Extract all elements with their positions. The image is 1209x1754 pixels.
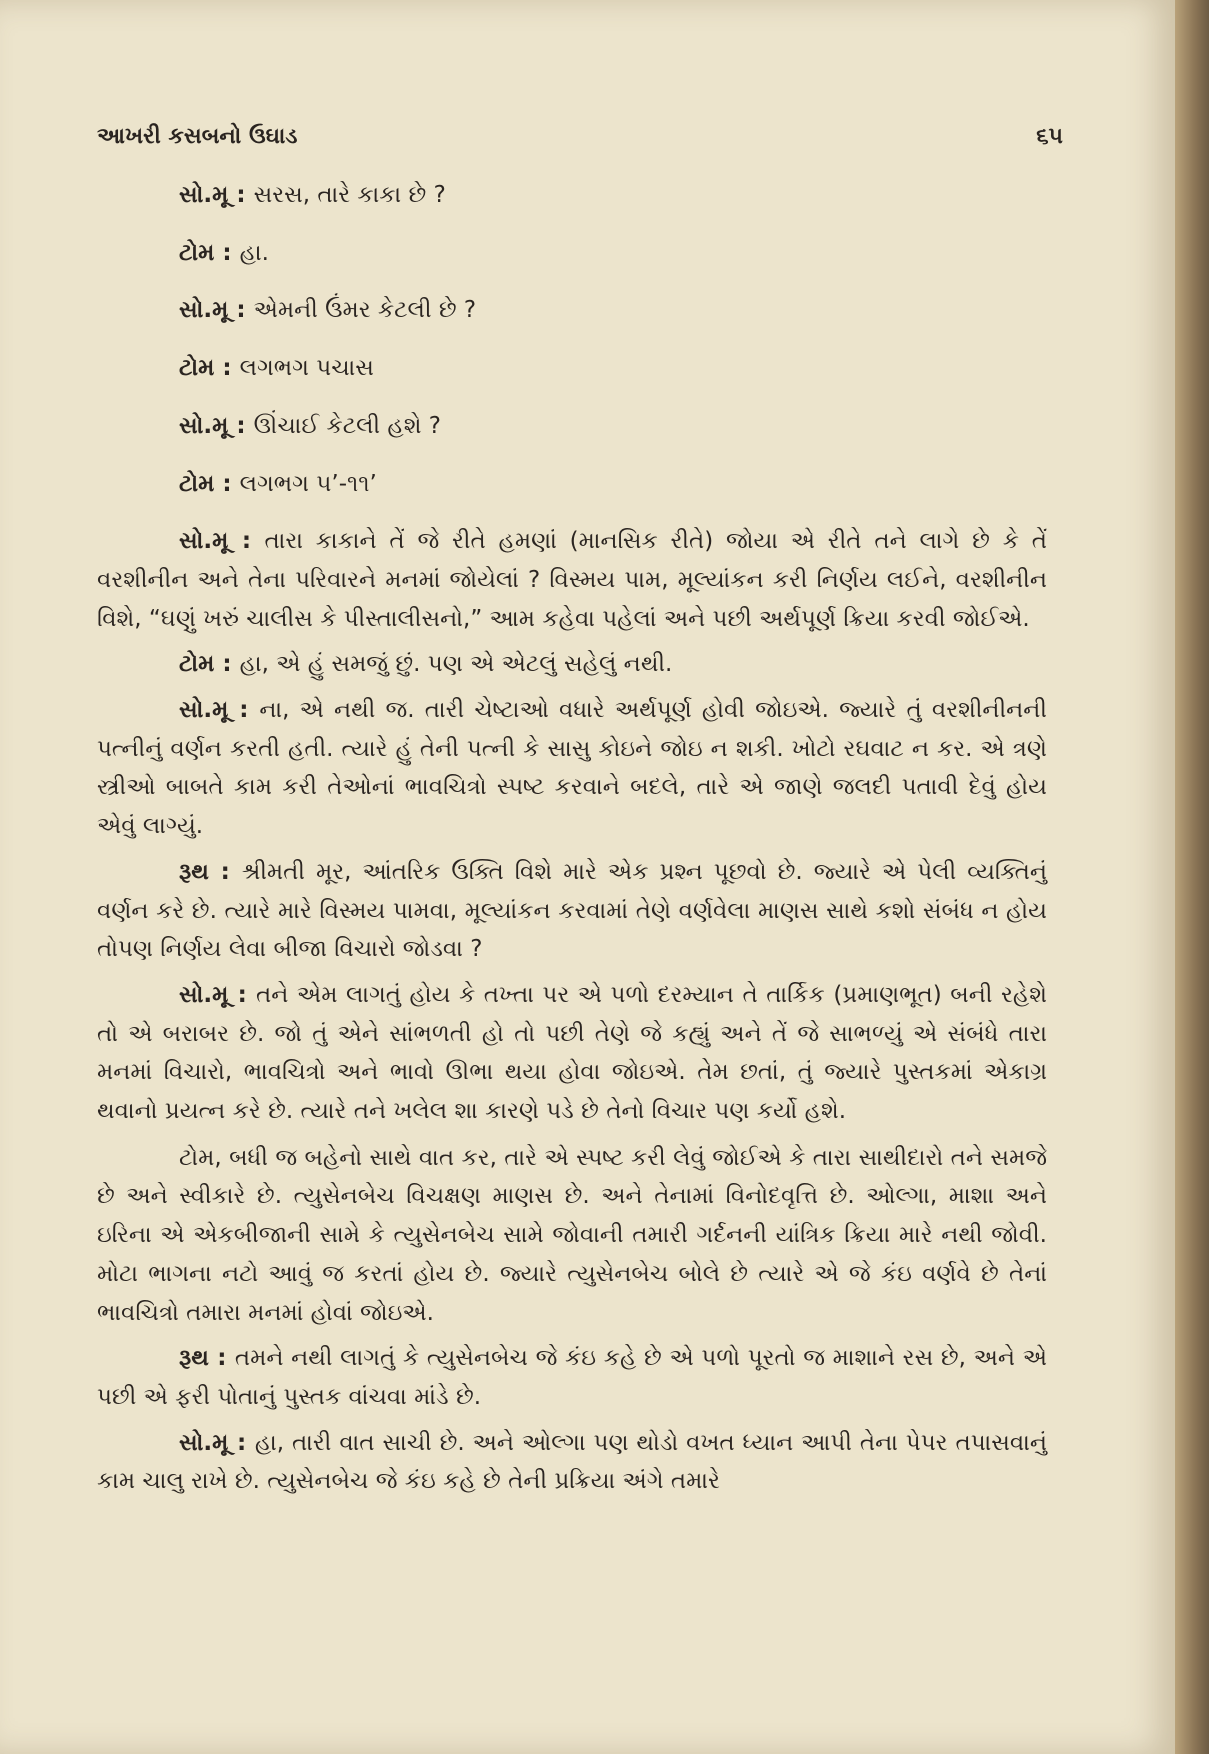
chapter-title: આખરી કસબનો ઉઘાડ: [97, 124, 298, 149]
speaker-name: સો.મૂ: [179, 528, 229, 555]
speaker-name: ટોમ: [179, 651, 215, 678]
dialogue-text: શ્રીમતી મૂર, આંતરિક ઉક્તિ વિશે મારે એક પ્રશ્ન પૂછવો છે. જ્યારે એ પેલી વ્યક્તિનું વર્ણન કરે છે. ત્યારે મારે વિસ્મય પામવા, મૂલ્યાંકન કરવામાં તેણે વર્ણવેલા માણસ સાથે કશો સંબંધ ન હોય તોપણ નિર્ણય લેવા બીજા વિચારો જોડવા ?: [97, 858, 1047, 963]
dialogue-text: ઊંચાઈ કેટલી હશે ?: [253, 412, 441, 439]
speaker-separator: :: [214, 239, 240, 266]
speaker-name: સો.મૂ: [179, 1429, 229, 1456]
dialogue-paragraph: [97, 691, 1047, 846]
running-header: [97, 124, 1063, 149]
dialogue-text: તને એમ લાગતું હોય કે તખ્તા પર એ પળો દરમ્યાન તે તાર્કિક (પ્રમાણભૂત) બની રહેશે તો એ બરાબર છે. જો તું એને સાંભળતી હો તો પછી તેણે જે કહ્યું અને તેં જે સાભળ્યું એ સંબંધે તારા મનમાં વિચારો, ભાવચિત્રો અને ભાવો ઊભા થયા હોવા જોઇએ. તેમ છતાં, તું જ્યારે પુસ્તકમાં એકાગ્ર થવાનો પ્રયત્ન કરે છે. ત્યારે તને ખલેલ શા કારણે પડે છે તેનો વિચાર પણ કર્યો હશે.: [97, 981, 1047, 1125]
dialogue-text: હા, એ હું સમજું છું. પણ એ એટલું સહેલું નથી.: [239, 651, 673, 678]
dialogue-paragraph: [97, 291, 1047, 330]
speaker-name: રૂથ: [179, 858, 209, 885]
speaker-separator: :: [228, 412, 254, 439]
narration-paragraph: [97, 1139, 1047, 1333]
dialogue-text: હા.: [239, 239, 269, 266]
dialogue-paragraph: [97, 522, 1047, 638]
dialogue-paragraph: [97, 645, 1047, 684]
speaker-separator: :: [214, 355, 240, 382]
dialogue-text: ના, એ નથી જ. તારી ચેષ્ટાઓ વધારે અર્થપૂર્ણ હોવી જોઇએ. જ્યારે તું વરશીનીનની પત્નીનું વર્ણન કરતી હતી. ત્યારે હું તેની પત્ની કે સાસુ કોઇને જોઇ ન શકી. ખોટો રઘવાટ ન કર. એ ત્રણે સ્ત્રીઓ બાબતે કામ કરી તેઓનાં ભાવચિત્રો સ્પષ્ટ કરવાને બદલે, તારે એ જાણે જલદી પતાવી દેવું હોય એવું લાગ્યું.: [97, 697, 1047, 840]
speaker-separator: :: [208, 858, 242, 885]
dialogue-paragraph: [97, 176, 1047, 215]
speaker-name: ટોમ: [179, 239, 215, 266]
dialogue-text: સરસ, તારે કાકા છે ?: [253, 182, 446, 208]
speaker-name: ટોમ: [179, 470, 215, 497]
speaker-name: ટોમ: [179, 355, 215, 382]
speaker-separator: :: [228, 1429, 255, 1456]
speaker-name: સો.મૂ: [179, 182, 229, 208]
book-edge: [1175, 0, 1209, 1754]
speaker-separator: :: [228, 182, 254, 208]
dialogue-text: લગભગ ૫’-૧૧’: [239, 470, 377, 497]
speaker-separator: :: [228, 297, 254, 324]
dialogue-paragraph: [97, 1339, 1047, 1416]
dialogue-text: એમની ઉંમર કેટલી છે ?: [253, 297, 477, 324]
speaker-separator: :: [214, 470, 240, 497]
dialogue-text: તમને નથી લાગતું કે ત્યુસેનબેચ જે કંઇ કહે છે એ પળો પૂરતો જ માશાને રસ છે, અને એ પછી એ ફરી પોતાનું પુસ્તક વાંચવા માંડે છે.: [97, 1345, 1047, 1410]
page-number: ૬૫: [1036, 124, 1063, 149]
dialogue-paragraph: [97, 853, 1047, 969]
dialogue-text: લગભગ પચાસ: [239, 355, 374, 382]
speaker-separator: :: [228, 697, 260, 724]
dialogue-paragraph: [97, 1424, 1047, 1501]
dialogue-text: તારા કાકાને તેં જે રીતે હમણાં (માનસિક રીતે) જોયા એ રીતે તને લાગે છે કે તેં વરશીનીન અને તેના પરિવારને મનમાં જોયેલાં ? વિસ્મય પામ, મૂલ્યાંકન કરી નિર્ણય લઈને, વરશીનીન વિશે, “ઘણું ખરું ચાલીસ કે પીસ્તાલીસનો,” આમ કહેવા પહેલાં અને પછી અર્થપૂર્ણ ક્રિયા કરવી જોઈએ.: [97, 528, 1047, 632]
speaker-name: સો.મૂ: [179, 697, 229, 724]
speaker-separator: :: [228, 528, 265, 555]
dialogue-paragraph: [97, 234, 1047, 273]
speaker-separator: :: [214, 651, 240, 678]
dialogue-paragraph: [97, 407, 1047, 446]
dialogue-paragraph: [97, 349, 1047, 388]
dialogue-paragraph: [97, 976, 1047, 1131]
speaker-name: સો.મૂ: [179, 297, 229, 324]
dialogue-text: ટોમ, બધી જ બહેનો સાથે વાત કર, તારે એ સ્પષ્ટ કરી લેવું જોઈએ કે તારા સાથીદારો તને સમજે છે અને સ્વીકારે છે. ત્યુસેનબેચ વિચક્ષણ માણસ છે. અને તેનામાં વિનોદવૃત્તિ છે. ઓલ્ગા, માશા અને ઇરિના એ એકબીજાની સામે કે ત્યુસેનબેચ સામે જોવાની તમારી ગર્દનની યાંત્રિક ક્રિયા મારે નથી જોવી. મોટા ભાગના નટો આવું જ કરતાં હોય છે. જ્યારે ત્યુસેનબેચ બોલે છે ત્યારે એ જે કંઇ વર્ણવે છે તેનાં ભાવચિત્રો તમારા મનમાં હોવાં જોઇએ.: [97, 1144, 1047, 1326]
speaker-separator: :: [228, 981, 257, 1008]
dialogue-text: હા, તારી વાત સાચી છે. અને ઓલ્ગા પણ થોડો વખત ધ્યાન આપી તેના પેપર તપાસવાનું કામ ચાલુ રાખે છે. ત્યુસેનબેચ જે કંઇ કહે છે તેની પ્રક્રિયા અંગે તમારે: [97, 1429, 1048, 1495]
speaker-name: સો.મૂ: [179, 981, 229, 1008]
speaker-separator: :: [208, 1345, 235, 1372]
dialogue-paragraph: [97, 465, 1047, 504]
speaker-name: સો.મૂ: [179, 412, 229, 439]
speaker-name: રૂથ: [179, 1345, 209, 1372]
page-body: [97, 176, 1047, 1508]
